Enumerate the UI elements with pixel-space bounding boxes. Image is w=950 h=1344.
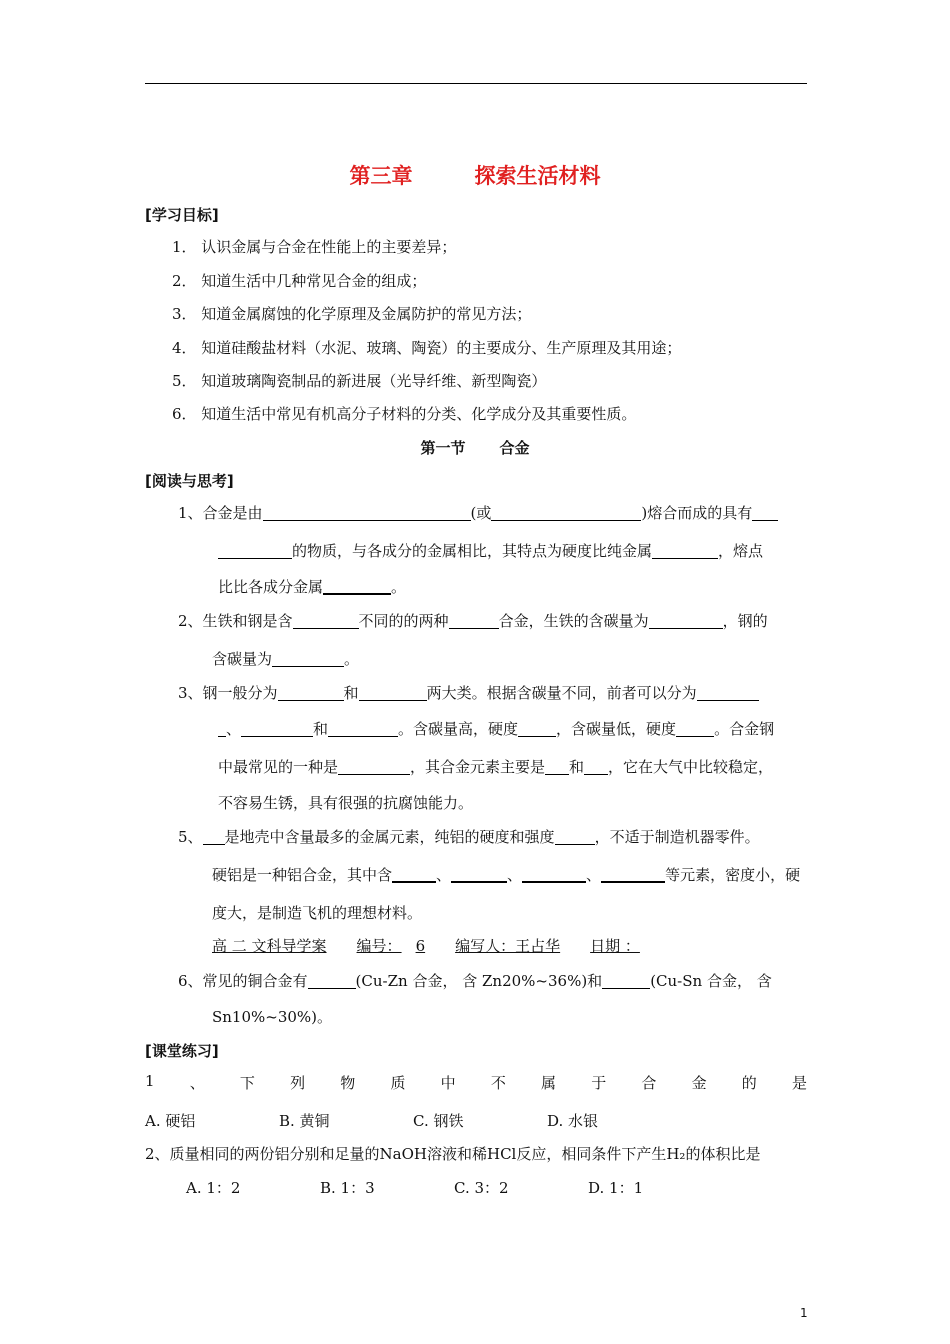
- reading-q6-line2: Sn10%~30%)。: [212, 1008, 333, 1026]
- objectives-heading: [学习目标]: [145, 206, 219, 224]
- blank[interactable]: [392, 866, 436, 883]
- blank[interactable]: [602, 973, 650, 989]
- objective-item: 5． 知道玻璃陶瓷制品的新进展（光导纤维、新型陶瓷）: [172, 372, 547, 390]
- blank[interactable]: [491, 505, 641, 521]
- author-label: 编写人：王占华: [455, 937, 561, 955]
- section-title: [0, 437, 950, 458]
- blank[interactable]: [359, 685, 427, 701]
- option-d[interactable]: D. 1：1: [588, 1179, 644, 1197]
- blank[interactable]: [676, 721, 714, 737]
- objective-item: 4． 知道硅酸盐材料（水泥、玻璃、陶瓷）的主要成分、生产原理及其用途；: [172, 339, 682, 357]
- reading-q3-line2: 、 和 。含碳量高，硬度 ，含碳量低，硬度 。合金钢: [218, 718, 774, 739]
- blank[interactable]: [449, 613, 499, 629]
- reading-q6-line1: 6、常见的铜合金有 (Cu-Zn 合金， 含 Zn20%~36%)和 (Cu-Sn 合金， 含: [178, 972, 772, 990]
- objective-item: 2． 知道生活中几种常见合金的组成；: [172, 272, 427, 290]
- option-c[interactable]: C. 3：2: [454, 1179, 509, 1197]
- blank[interactable]: [652, 543, 718, 559]
- blank[interactable]: [328, 721, 398, 737]
- practice-q2-stem: 2、质量相同的两份铝分别和足量的NaOH溶液和稀HCl反应，相同条件下产生H₂的体积比是: [145, 1145, 761, 1163]
- blank[interactable]: [218, 543, 292, 559]
- reading-q2-line1: 2、生铁和钢是含 不同的的两种 合金，生铁的含碳量为 ，钢的: [178, 612, 768, 630]
- practice-q1-stem: 1 、 下 列 物 质 中 不 属 于 合 金 的 是: [145, 1072, 807, 1092]
- blank[interactable]: [518, 721, 556, 737]
- handout-number: 6: [415, 937, 426, 955]
- reading-q5-line1: 5、 是地壳中含量最多的金属元素，纯铝的硬度和强度 ，不适于制造机器零件。: [178, 828, 760, 846]
- reading-q1-line1: 1、合金是由 (或 )熔合而成的具有: [178, 502, 778, 523]
- objective-item: 1． 认识金属与合金在性能上的主要差异；: [172, 238, 457, 256]
- reading-q1-line2: 的物质，与各成分的金属相比，其特点为硬度比纯金属 ，熔点: [218, 540, 763, 561]
- option-a[interactable]: A. 硬铝: [145, 1112, 196, 1130]
- reading-q5-line2: 硬铝是一种铝合金，其中含 、 、 、 等元素，密度小，硬: [212, 866, 801, 884]
- blank[interactable]: [555, 829, 595, 845]
- page-number: 1: [800, 1306, 808, 1320]
- objective-item: 6． 知道生活中常见有机高分子材料的分类、化学成分及其重要性质。: [172, 405, 637, 423]
- reading-heading: [阅读与思考]: [145, 472, 234, 490]
- blank[interactable]: [263, 505, 471, 521]
- reading-q3-line1: 3、钢一般分为 和 两大类。根据含碳量不同，前者可以分为: [178, 682, 759, 703]
- date-label: 日期 ：: [590, 937, 640, 955]
- blank[interactable]: [278, 685, 344, 701]
- reading-q3-line3: 中最常见的一种是 ，其合金元素主要是 和 ，它在大气中比较稳定，: [218, 758, 774, 776]
- option-d[interactable]: D. 水银: [547, 1112, 599, 1130]
- blank[interactable]: [241, 721, 313, 737]
- practice-q1-options: [145, 1110, 598, 1131]
- reading-q2-line2: 含碳量为 。: [212, 650, 360, 668]
- blank[interactable]: [649, 613, 723, 629]
- blank[interactable]: [338, 759, 410, 775]
- blank[interactable]: [293, 613, 359, 629]
- option-a[interactable]: A. 1：2: [186, 1179, 241, 1197]
- option-b[interactable]: B. 1：3: [320, 1179, 375, 1197]
- practice-heading: [课堂练习]: [145, 1042, 219, 1060]
- blank[interactable]: [203, 829, 225, 845]
- blank[interactable]: [545, 759, 569, 775]
- blank[interactable]: [584, 759, 608, 775]
- blank[interactable]: [308, 973, 356, 989]
- reading-q3-line4: 不容易生锈，具有很强的抗腐蚀能力。: [218, 794, 474, 812]
- blank[interactable]: [323, 578, 391, 595]
- blank[interactable]: [601, 866, 665, 883]
- reading-q5-line3: 度大，是制造飞机的理想材料。: [212, 904, 423, 922]
- section-name: 合金: [499, 439, 530, 457]
- practice-q2-options: [186, 1177, 643, 1198]
- chapter-number: 第三章: [349, 163, 413, 188]
- option-b[interactable]: B. 黄铜: [279, 1112, 330, 1130]
- reading-q1-line3: 比比各成分金属 。: [218, 578, 407, 596]
- blank[interactable]: [697, 685, 759, 701]
- objective-item: 3． 知道金属腐蚀的化学原理及金属防护的常见方法；: [172, 305, 532, 323]
- chapter-title: [0, 160, 950, 190]
- number-label: 编号：: [356, 937, 402, 955]
- chapter-name: 探索生活材料: [474, 163, 601, 188]
- section-number: 第一节: [420, 439, 466, 457]
- blank[interactable]: [752, 505, 778, 521]
- handout-info-line: [212, 935, 728, 956]
- header-rule: [145, 83, 807, 84]
- blank[interactable]: [272, 651, 344, 667]
- course-label: 高 二 文科导学案: [212, 937, 327, 955]
- option-c[interactable]: C. 钢铁: [413, 1112, 464, 1130]
- blank[interactable]: [522, 866, 586, 883]
- blank[interactable]: [218, 721, 226, 737]
- blank[interactable]: [451, 866, 507, 883]
